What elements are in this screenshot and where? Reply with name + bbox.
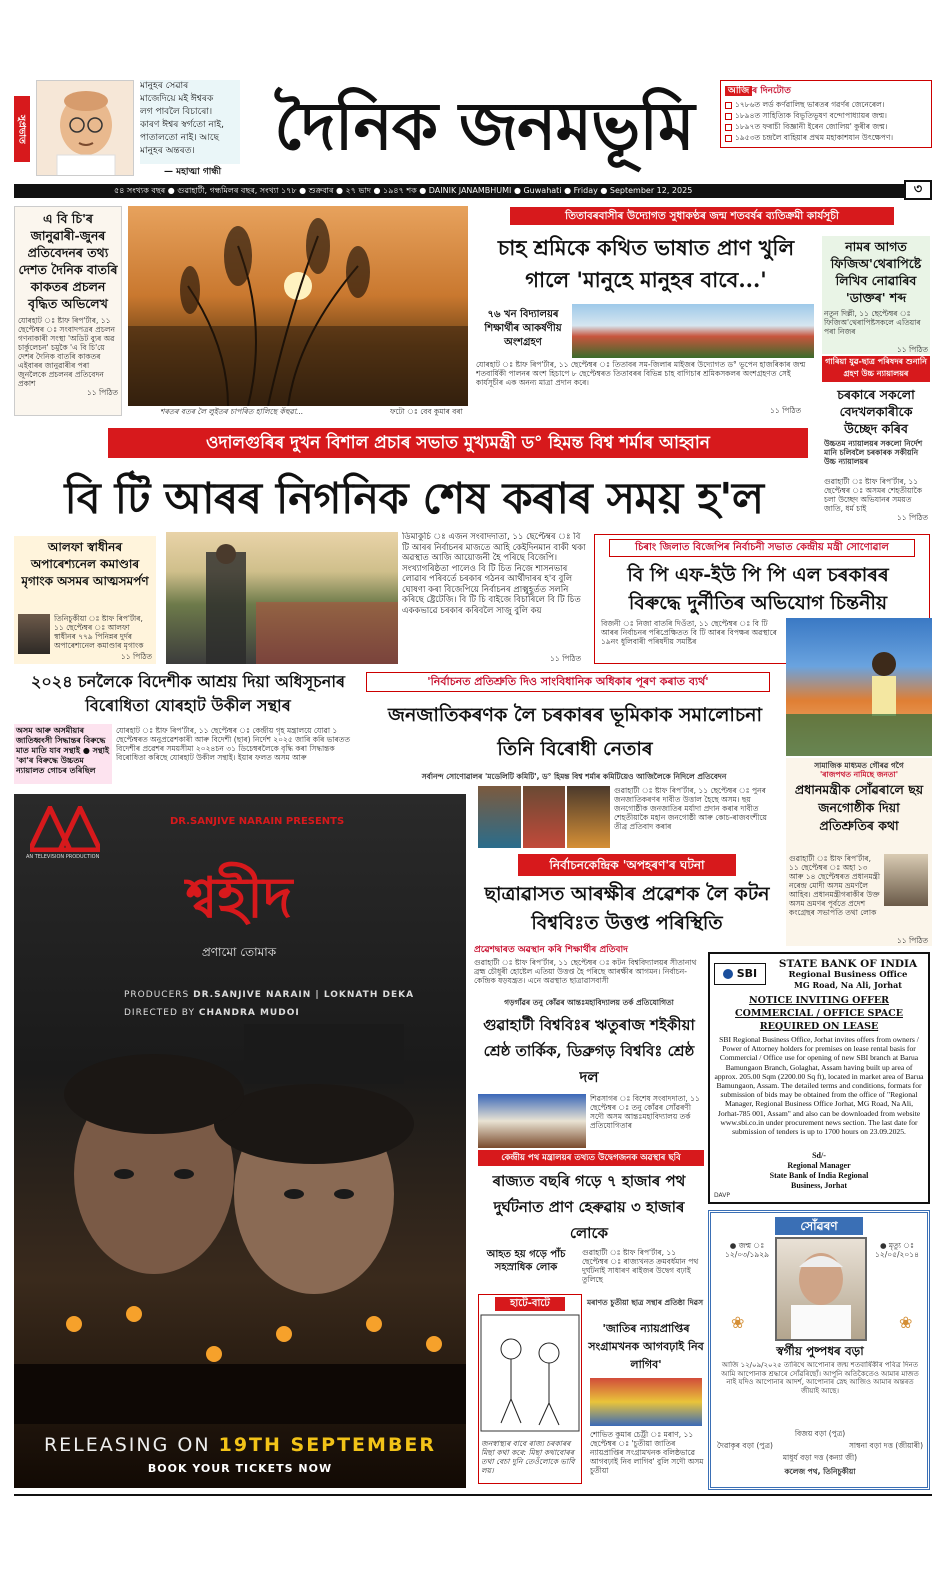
movie-title: শ্বহীদ	[185, 865, 293, 931]
movie-subtitle: প্ৰণামো তোমাক	[201, 945, 277, 959]
janajati-headline[interactable]: জনজাতিকৰণক লৈ চৰকাৰৰ ভূমিকাক সমালোচনা তিনি বিৰোধী নেতাৰ	[387, 704, 763, 760]
sonowal-photo	[786, 618, 932, 756]
sbi-notice-title: NOTICE INVITING OFFER COMMERCIAL / OFFICE SPACE REQUIRED ON LEASE	[735, 995, 903, 1032]
road-sub: আহত হয় গড়ে পাঁচ সহস্ৰাধিক লোক	[486, 1249, 566, 1273]
born: ● জন্ম ঃ ১২/০৩/১৯২৯	[724, 1241, 770, 1259]
producers-label: PRODUCERS	[124, 990, 190, 1000]
continued-label: ১১ পিঠিত	[120, 652, 152, 661]
release-date: 19TH SEPTEMBER	[218, 1434, 437, 1456]
sbi-sign: Sd/-	[812, 1151, 826, 1160]
story-headline: আলফা স্বাধীনৰ অপাৰেশ্যনেল কমাণ্ডাৰ মৃগাংক অসমৰ আত্মসমৰ্পণ	[21, 540, 149, 588]
director-label: DIRECTED BY	[124, 1008, 195, 1018]
story-body: গুৱাহাটী ঃ ষ্টাফ ৰিপ'ৰ্টাৰ, ১১ ছেপ্টেম্বৰ ঃ অসমৰ শেহতীয়াকৈ চলা উচ্ছেদ অভিযানৰ সময়ত জাতি, ধৰ্ম চাই	[824, 477, 922, 513]
story-headline: প্ৰধানমন্ত্ৰীক সোঁৱৰালে ছয় জনগোষ্ঠীক দিয়া প্ৰতিশ্ৰুতিৰ কথা	[794, 782, 924, 833]
lawyers-box: অসম আৰু অসমীয়াৰ জাতিধ্বংসী সিদ্ধান্তৰ বিৰুদ্ধে মাত মাতি যাব সন্থাই ● সন্থাই 'কা'ৰ বিৰুদ্ধে উচ্চতম ন্যায়ালত গোচৰ তৰিছিল	[14, 724, 112, 784]
family: সাম্বনা বড়া দত্ত (জীয়াৰী)	[848, 1441, 923, 1450]
bottom-rule	[14, 1494, 932, 1496]
kohua-photo	[128, 206, 468, 406]
today-sub: ৰ দিনটোত	[752, 86, 791, 96]
history-item: ১৭৮৬ত লৰ্ড কৰ্ণৱালিছ ভাৰতৰ গৱৰ্ণৰ জেনেৰেল।	[725, 100, 927, 109]
deceased-portrait	[775, 1237, 867, 1341]
obituary-body: আজি ১২/০৯/২০২৫ তাৰিখে আপোনাৰ জন্ম শতবাৰ্ষিকীৰ পবিত্ৰ দিনত আমি আপোনাক শ্ৰদ্ধাৰে সোঁৱৰিছোঁ। আপুনি অতিকৈতেও আমাৰ মাজত নাই যদিও আপোনাৰ আদৰ্শ, আপোনাৰ স্নেহ আজিও আমাৰ অন্তৰত জীয়াই আছে।	[721, 1361, 919, 1395]
janajati-sub: সৰ্বানন্দ সোণোৱালৰ 'মডেলিটি কমিটি', ড° হিমন্ত বিশ্ব শৰ্মাৰ কমিটিয়েও আজিলৈকে নিদিলে প্ৰতিবেদন	[421, 772, 727, 781]
story-headline: বি পি এফ-ইউ পি পি এল চৰকাৰৰ বিৰুদ্ধে দুৰ্নীতিৰ অভিযোগ চিন্তনীয়	[627, 564, 889, 614]
obituary-title: সোঁৱৰণ	[775, 1217, 863, 1235]
cartoon-drawing	[479, 1313, 581, 1433]
continued-label: ১১ পিঠিত	[896, 936, 928, 945]
lawyers-body: যোৰহাট ঃ ষ্টাফ ৰিপ'ৰ্টাৰ, ১১ ছেপ্টেম্বৰ ঃ কেন্দ্ৰীয় গৃহ মন্ত্ৰালয়ে যোৱা ১ ছেপ্টেম্বৰত অনুপ্ৰৱেশকাৰী আৰু বিদেশী (ছাৰ) নিৰ্দেশ ২০২৫ জাৰি কৰি ভাৰতত বিদেশীৰ প্ৰৱেশৰ সময়সীমা ২০২৪চন ৩১ ডিচেম্বৰলৈকে বৃদ্ধি কৰা সিদ্ধান্তক বিৰোধিতা কৰিছে যোৰহাট উকীল সন্থাই। ইয়াৰ ফলত অসম আৰু	[116, 726, 351, 762]
history-item: ১৯৫৩ত চন্দ্ৰলৈ বাহিয়াৰ প্ৰথম মহাকাশযান উৎক্ষেপণ।	[725, 133, 927, 142]
family: দৈৱাকৃৰ বড়া (পুত্ৰ)	[717, 1441, 773, 1450]
banner-headline[interactable]: বি টি আৰৰ নিগনিক শেষ কৰাৰ সময় হ'ল	[64, 474, 764, 524]
release-prefix: RELEASING ON	[43, 1434, 211, 1456]
presenter: DR.SANJIVE NARAIN PRESENTS	[170, 816, 345, 827]
rally-photo	[166, 532, 398, 664]
debate-photo	[478, 1094, 586, 1148]
deceased-name: স্বৰ্গীয় পুষ্পধৰ বড়া	[776, 1344, 864, 1358]
top-story-body: যোৰহাট ঃ ষ্টাফ ৰিপ'ৰ্টাৰ, ১১ ছেপ্টেম্বৰ ঃ তিতাবৰ সম-জিলাৰ মাইজৰ উদ্যোগত ড° ভূপেন হাজৰিকাৰ জন্ম শতবাৰ্ষিকী পালনৰ অংশ হিচাপে ৮ ছেপ্টেম্বৰত তিতাবৰৰ বিভিন্ন চাহ বাগিচাৰ শ্ৰমিকসকলৰ অংশগ্ৰহণত সেই কাৰ্যসূচীৰ এক অনন্য মাত্ৰা প্ৰদান কৰে।	[476, 360, 806, 387]
sbi-signer: State Bank of India Regional	[769, 1171, 869, 1180]
sbi-tender-ad[interactable]	[708, 952, 930, 1204]
continued-label: ১১ পিঠিত	[896, 345, 928, 354]
book-tickets: BOOK YOUR TICKETS NOW	[147, 1462, 333, 1475]
road-kicker: কেন্দ্ৰীয় পথ মন্ত্ৰালয়ৰ তথ্যত উদ্বেগজনক অৱস্থাৰ ছবি	[478, 1150, 704, 1166]
abduction-sub: প্ৰৱেশদ্বাৰত অৱস্থান কৰি শিক্ষাৰ্থীৰ প্ৰতিবাদ	[474, 945, 628, 955]
story-sub: উচ্চতম ন্যায়ালয়ৰ সকলো নিৰ্দেশ মানি চলিবলৈ চৰকাৰক সকীয়নি উচ্চ ন্যায়ালয়ৰ	[824, 439, 923, 466]
story-body: গুৱাহাটী ঃ ষ্টাফ ৰিপ'ৰ্টাৰ, ১১ ছেপ্টেম্বৰ ঃ অহা ১৩ আৰু ১৪ ছেপ্টেম্বৰত প্ৰধানমন্ত্ৰী নৰেন্দ্ৰ মোদী অসম ভ্ৰমণলৈ আহিব। প্ৰধানমন্ত্ৰীগৰাকীৰ উক্ত অসম ভ্ৰমণৰ পূৰ্বতে প্ৰদেশ কংগ্ৰেছৰ সভাপতি তথা লোক	[789, 854, 880, 917]
btr-story-body: ডিমাকুচি ঃ এজন সংবাদদাতা, ১১ ছেপ্টেম্বৰ ঃ বি টি আৰৰ নিৰ্বাচনৰ মাজতে আহি কেইদিনমান বাকী থকা অৱস্থাত আজি আয়োজনী হৈ পৰিছে বিজেপি। সংখ্যাগৰিষ্ঠতা পালেও বি টি চিত নিজে শাসনভাৰ লোৱাৰ পৰিবৰ্তে চৰকাৰ গঠনৰ আৰ্থীদাৰৰ হ'ব বুলি ঘোষণা কৰা বিজেপিয়ে নিৰ্বাচনৰ প্ৰাক্মুহূৰ্তত সলনি কৰিছে ষ্ট্ৰেটেজি। বি টি চি বাইজে বিচাৰিলে বি টি চিত এককভাৱে চৰকাৰ কৰিবলৈ সাজু বুলি কয়	[402, 532, 586, 616]
sbi-notice-body: SBI Regional Business Office, Jorhat invites offers from owners / Power of Attorney holders for premises on lease rental basis for Commercial / Office use for opening of new SBI branch at Barua Bamungaon Branch, Golaghat, Assam having built up area of approx. 205.00 Sqm (2200.00 Sq ft), located in market area of Barua Bamungaon, Assam. The detailed terms and conditions, formats for submission of bids may be obtained from the office of "Regional Manager, Regional Business Office Jorhat, MG Road, Na Ali, Jorhat-785 001, Assam" and also can be downloaded from website www.sbi.co.in under procurement news section. The last date for submission of tenders is up to 1700 hours on 23.09.2025.	[714, 1035, 924, 1137]
debate-headline[interactable]: গুৱাহাটী বিশ্ববিঃৰ ঋতুৰাজ শইকীয়া শ্ৰেষ্ঠ তাৰ্কিক, ডিব্ৰুগড় বিশ্ববিঃ শ্ৰেষ্ঠ দল	[483, 1016, 695, 1086]
sbi-ref: DAVP	[714, 1192, 730, 1199]
abduction-headline[interactable]: ছাত্ৰাৱাসত আৰক্ষীৰ প্ৰৱেশক লৈ কটন বিশ্ববিঃত উত্তপ্ত পৰিস্থিতি	[484, 883, 770, 934]
sbi-logo-icon: SBI	[714, 963, 766, 985]
sbi-bank-name: STATE BANK OF INDIA	[778, 958, 918, 970]
died: ● মৃত্যু ঃ ১২/০৫/২০১৪	[874, 1241, 920, 1259]
story-headline: এ বি চি'ৰ জানুৱাৰী-জুনৰ প্ৰতিবেদনৰ তথ্য দেশত দৈনিক বাতৰি কাকতৰ প্ৰচলন বৃদ্ধিত অভিলেখ	[18, 211, 118, 311]
debate-body: শিৱসাগৰ ঃ বিশেষ সংবাদদাতা, ১১ ছেপ্টেম্বৰ ঃ তনু কোঁৱৰ সোঁৱৰণী সদৌ অসম আন্তঃমহাবিদ্যালয় তৰ্ক প্ৰতিযোগিতাৰ	[590, 1094, 700, 1130]
person-photo	[18, 614, 50, 654]
chutia-body: শোভিত কুমাৰ চেট্ৰী ঃ মৰাণ, ১১ ছেপ্টেম্বৰ ঃ 'চুতীয়া জাতিৰ ন্যায়প্ৰাপ্তিৰ সংগ্ৰামখনক বলিষ্ঠভাৱে আগবঢ়াই নিব লাগিব' বুলি সদৌ অসম চুতীয়া	[590, 1430, 704, 1475]
producers: DR.SANJIVE NARAIN | LOKNATH DEKA	[193, 990, 415, 1000]
road-body: গুৱাহাটী ঃ ষ্টাফ ৰিপ'ৰ্টাৰ, ১১ ছেপ্টেম্বৰ ঃ ৰাজ্যখনত ক্ৰমবৰ্ধমান পথ দুৰ্ঘটনাই সাধাৰণ ৰাইজৰ উদ্বেগ বঢ়াই তুলিছে	[582, 1248, 699, 1284]
physio-story[interactable]	[822, 236, 930, 354]
cartoon-box[interactable]	[478, 1294, 582, 1484]
quote-author: — মহাত্মা গান্ধী	[164, 167, 222, 177]
continued-label: ১১ পিঠিত	[86, 388, 118, 397]
continued-label: ১১ পিঠিত	[896, 513, 928, 522]
dateline-bar	[14, 184, 932, 198]
lamp-icon: ❀	[731, 1313, 745, 1332]
top-story-headline[interactable]: চাহ শ্ৰমিকে কথিত ভাষাত প্ৰাণ খুলি গালে 'মানুহে মানুহৰ বাবে...'	[497, 235, 795, 292]
release-line	[14, 1434, 466, 1456]
leader-photo	[478, 786, 521, 848]
dateline-right: ● DAINIK JANAMBHUMI ● Guwahati ● Friday ● September 12, 2025	[419, 186, 693, 195]
photo-caption: শৰতৰ বতৰ লৈ লুইতৰ চাপৰিত হালিছে কঁহুৱা...	[160, 407, 304, 416]
obituary-address: কলেজ পথ, তিনিচুকীয়া	[784, 1467, 856, 1476]
ulfa-surrender-story[interactable]	[14, 536, 156, 664]
dateline-left: ৫৪ সংখ্যক বছৰ ● গুৱাহাটী, গন্ধমিলৰ বছৰ, সংখ্যা ১৭৮ ● শুক্ৰবাৰ ● ২৭ ভাদ ● ১৯৪৭ শক	[114, 186, 417, 195]
story-headline: নামৰ আগত ফিজিঅ'থেৰাপিষ্টে লিখিব নোৱাৰিব 'ডাক্তৰ' শব্দ	[830, 239, 922, 305]
continued-label: ১১ পিঠিত	[550, 654, 582, 663]
lamp-icon: ❀	[899, 1313, 913, 1332]
lawyers-headline[interactable]: ২০২৪ চনলৈকে বিদেশীক আশ্ৰয় দিয়া অধিসূচনাৰ বিৰোধিতা যোৰহাট উকীল সন্থাৰ	[30, 672, 346, 715]
top-story-kicker: তিতাবৰবাসীৰ উদ্যোগত সুধাকণ্ঠৰ জন্ম শতবৰ্ষৰ ব্যতিক্ৰমী কাৰ্যসূচী	[510, 207, 894, 225]
production-brand: AN TELEVISION PRODUCTION	[26, 854, 100, 860]
abc-circulation-story[interactable]	[14, 206, 122, 416]
continued-label: ১১ পিঠিত	[770, 406, 802, 415]
history-item: ১৮৯৪ত সাহিত্যিক বিভূতিভূষণ বন্দোপাধ্যায়ৰ জন্ম।	[725, 111, 927, 120]
history-item: ১৮৯৭ত ফৰাচী বিজ্ঞানী ইৰেন জোলিয়' কুৰীৰ জন্ম।	[725, 122, 927, 131]
top-story-sub: ৭৬ খন বিদ্যালয়ৰ শিক্ষাৰ্থীৰ আকৰ্ষণীয় অংশগ্ৰহণ	[484, 309, 562, 348]
sbi-office: Regional Business Office	[788, 970, 908, 980]
leader-photos	[478, 786, 610, 848]
gogoi-photo	[884, 854, 928, 906]
story-kicker: চিৰাং জিলাত বিজেপিৰ নিৰ্বাচনী সভাত কেন্দ্ৰীয় মন্ত্ৰী সোণোৱাল	[609, 539, 915, 557]
sbi-signer: Business, Jorhat	[790, 1181, 847, 1190]
sbi-signer: Regional Manager	[787, 1161, 851, 1170]
director: CHANDRA MUDOI	[198, 1008, 300, 1018]
leader-photo	[567, 786, 610, 848]
abduction-body: গুৱাহাটী ঃ ষ্টাফ ৰিপ'ৰ্টাৰ, ১১ ছেপ্টেম্বৰ ঃ কটন বিশ্ববিদ্যালয়ৰ সীতানাথ ব্ৰহ্ম চৌধুৰী হোষ্টেল এতিয়া উত্তপ্ত হৈ পৰিছে আৰক্ষীৰ আগমন। নিৰ্বাচন-কেন্দ্ৰিক ষড়যন্ত্ৰত। এনে অৱস্থাত ছাত্ৰাৱাসবাসী	[474, 958, 697, 985]
an-logo-icon	[30, 806, 100, 852]
chutia-kicker: মৰাণত চুতীয়া ছাত্ৰ সন্থাৰ প্ৰতিষ্ঠা দিৱস	[586, 1298, 704, 1307]
movie-ad[interactable]	[14, 794, 466, 1488]
banner-kicker: ওদালগুৰিৰ দুখন বিশাল প্ৰচাৰ সভাত মুখ্যমন্ত্ৰী ড° হিমন্ত বিশ্ব শৰ্মাৰ আহ্বান	[108, 428, 808, 458]
chutia-headline[interactable]: 'জাতিৰ ন্যায়প্ৰাপ্তিৰ সংগ্ৰামখনক আগবঢ়াই নিব লাগিব'	[588, 1322, 704, 1371]
family: মাধুৰ্য বড়া দত্ত (কন্যা জী)	[782, 1453, 858, 1462]
janajati-body: গুৱাহাটী ঃ ষ্টাফ ৰিপ'ৰ্টাৰ, ১১ ছেপ্টেম্বৰ ঃ পুনৰ জনজাতিকৰণৰ দাবীত উত্তাল হৈছে অসম। ছয় জনগোষ্ঠীক জনজাতিৰ মৰ্যাদা প্ৰদান কৰাৰ দাবীত শেহতীয়াকৈ মহান জনগোষ্ঠী আৰু কোচ-ৰাজবংশীয়ে তীব্ৰ প্ৰতিবাদ কৰাৰ	[614, 786, 767, 831]
today-in-history	[720, 80, 932, 148]
story-body: তিনিচুকীয়া ঃ ষ্টাফ ৰিপ'ৰ্টাৰ, ১১ ছেপ্টেম্বৰ ঃ আলফা স্বাধীনৰ ৭৭৯ পিনিন্নৰ দুৰ্দৰ অপাৰেশ্যনেল কমাণ্ডাৰ মৃগাংক	[54, 614, 144, 650]
story-body: যোৰহাট ঃ ষ্টাফ ৰিপ'ৰ্টাৰ, ১১ ছেপ্টেম্বৰ ঃ সংবাদপত্ৰৰ প্ৰচলন গণনাকাৰী সংস্থা 'অডিট ব্যুৰ অৱ চাৰ্কুলেচন' চমুকৈ 'এ বি চি'য়ে দেশৰ দৈনিক বাতৰি কাকতৰ এইবাৰৰ জানুৱাৰীৰ পৰা জুনলৈকে প্ৰচলনৰ প্ৰতিবেদন প্ৰকাশ	[18, 316, 115, 388]
newspaper-title[interactable]: দৈনিক জনমভূমি	[274, 87, 694, 165]
road-headline[interactable]: ৰাজ্যত বছৰি গড়ে ৭ হাজাৰ পথ দুৰ্ঘটনাত প্ৰাণ হেৰুৱায় ৩ হাজাৰ লোকে	[492, 1172, 686, 1242]
gandhi-quote: মানুহৰ সেৱাৰ মাজেদিয়ে মই ঈশ্বৰক লগ পাবলৈ বিচাৰো। কাৰণ ঈশ্বৰ স্বৰ্গতো নাই, পাতালতো নাই। আছে মানুহৰ অন্তৰত।	[140, 80, 240, 164]
pm-story[interactable]	[786, 758, 932, 946]
sbi-address: MG Road, Na Ali, Jorhat	[794, 980, 902, 990]
eviction-kicker: গাৰিয়া যুৱ-ছাত্ৰ পৰিষদৰ শুনানি গ্ৰহণ উচ্চ ন্যায়ালয়ৰ	[822, 356, 930, 382]
chutia-photo	[590, 1378, 702, 1426]
janajati-kicker: 'নিৰ্বাচনত প্ৰতিশ্ৰুতি দিও সাংবিধানিক অধিকাৰ পূৰণ কৰাত ব্যৰ্থ'	[366, 672, 770, 692]
cartoon-title: হাটে-বাটে	[495, 1297, 565, 1311]
movie-poster-art	[14, 1024, 466, 1424]
story-headline: চৰকাৰে সকলো বেদখলকাৰীকে উচ্ছেদ কৰিব	[837, 387, 915, 436]
photo-credit: ফটো ঃ বেব কুমাৰ বৰা	[390, 407, 463, 416]
kicker: সামাজিক মাধ্যমত গৌৰৱ গগৈ	[814, 761, 904, 770]
tea-workers-photo	[572, 304, 814, 358]
today-label: আজি	[725, 86, 752, 96]
obituary-box[interactable]	[708, 1210, 930, 1490]
abduction-kicker: নিৰ্বাচনকেন্দ্ৰিক 'অপহৰণ'ৰ ঘটনা	[518, 854, 736, 876]
suprobhat-label: সুপ্ৰভাত	[14, 96, 30, 162]
story-body: নতুন দিল্লী, ১১ ছেপ্টেম্বৰ ঃ ফিজিঅ'থেৰাপিষ্টসকলে এতিয়াৰ পৰা নিজৰ	[824, 309, 921, 336]
cartoon-caption: জনস্বাস্থ্যৰ বাবে ৰাজ্য চৰকাৰৰ মিছা কথা কৰে: মিছা কথাবোৰৰ তথা বেচা দুনি তেওঁলোকে ভাবি লয়।	[481, 1439, 575, 1475]
family: বিজয় বড়া (পুত্ৰ)	[794, 1429, 846, 1438]
leader-photo	[523, 786, 566, 848]
page-number: ৩	[904, 180, 932, 200]
masthead	[14, 78, 932, 182]
gandhi-portrait	[36, 80, 134, 176]
debate-kicker: গড়গাঁৱৰ তনু কোঁৱৰ আন্তঃমহাবিদ্যালয় তৰ্ক প্ৰতিযোগিতা	[504, 998, 674, 1007]
eviction-story[interactable]	[822, 384, 930, 532]
story-body: বিজনী ঃ নিজা বাতৰি দিওঁতা, ১১ ছেপ্টেম্বৰ ঃ বি টি আৰৰ নিৰ্বাচনৰ পৰিপ্ৰেক্ষিতত বি টি আৰৰ বিপক্ষৰ অৱস্থাৰে ১৯নং ধুলিবাৰী পৰিষদীয় সমষ্টিৰ	[601, 619, 777, 646]
kicker: 'ৰাজপথত নামিছে জনতা'	[819, 770, 898, 779]
